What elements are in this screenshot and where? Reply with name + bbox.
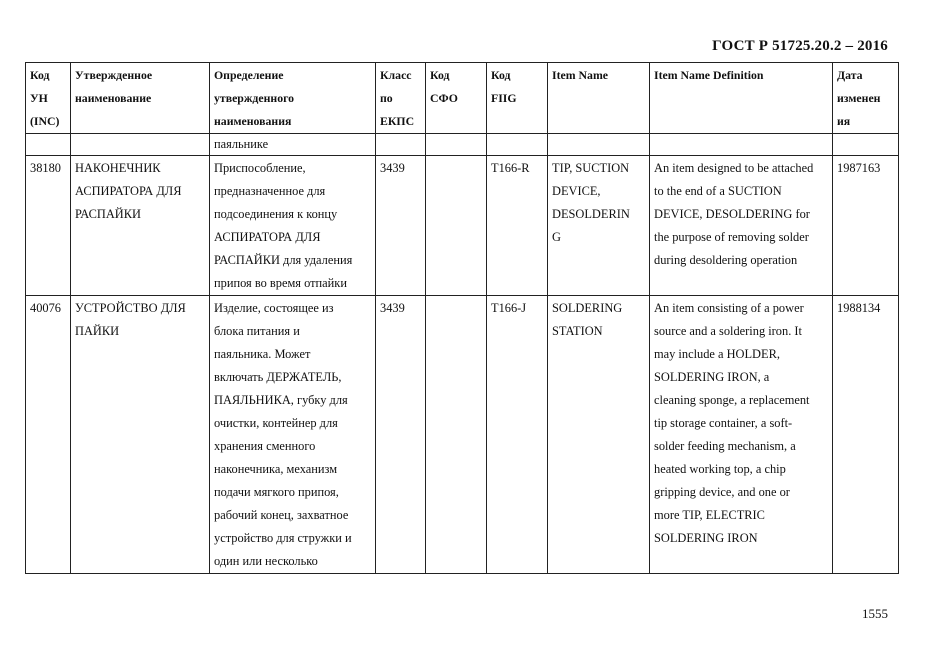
col-header-fiig: Код FIIG [487, 63, 548, 134]
table-cell [426, 134, 487, 156]
col-header-date: Дата изменен ия [833, 63, 899, 134]
change-date: 1988134 [833, 296, 899, 574]
catalog-table [25, 62, 899, 574]
class-code: 3439 [376, 156, 426, 296]
item-name: TIP, SUCTION DEVICE, DESOLDERIN G [548, 156, 650, 296]
approved-name: УСТРОЙСТВО ДЛЯ ПАЙКИ [71, 296, 210, 574]
sfo-code [426, 156, 487, 296]
definition: Изделие, состоящее из блока питания и паяльника. Может включать ДЕРЖАТЕЛЬ, ПАЯЛЬНИКА, губку для очистки, контейнер для хранения сменного наконечника, механизм подачи мягкого припоя, рабочий конец, захватное устройство для стружки и один или несколько [210, 296, 376, 574]
page-number: 1555 [862, 606, 888, 621]
item-definition: An item consisting of a power source and a soldering iron. It may include a HOLDER, SOLDERING IRON, a cleaning sponge, a replacement tip storage container, a soft- solder feeding mechanism, a heated working top, a chip gripping device, and one or more TIP, ELECTRIC SOLDERING IRON [650, 296, 833, 574]
item-definition: An item designed to be attached to the end of a SUCTION DEVICE, DESOLDERING for the purpose of removing solder during desoldering operation [650, 156, 833, 296]
approved-name: НАКОНЕЧНИК АСПИРАТОРА ДЛЯ РАСПАЙКИ [71, 156, 210, 296]
col-header-item-definition: Item Name Definition [650, 63, 833, 134]
header-row [26, 63, 899, 134]
sfo-code [426, 296, 487, 574]
class-code: 3439 [376, 296, 426, 574]
col-header-item-name: Item Name [548, 63, 650, 134]
table-row [26, 156, 899, 296]
inc-code: 38180 [26, 156, 71, 296]
change-date: 1987163 [833, 156, 899, 296]
fiig-code: T166-R [487, 156, 548, 296]
table-cell [26, 134, 71, 156]
continuation-row [26, 134, 899, 156]
col-header-sfo: Код СФО [426, 63, 487, 134]
table-cell [833, 134, 899, 156]
table-row [26, 296, 899, 574]
table-cell [487, 134, 548, 156]
table-cell [71, 134, 210, 156]
col-header-inc: Код УН (INC) [26, 63, 71, 134]
table-cell: паяльнике [210, 134, 376, 156]
fiig-code: T166-J [487, 296, 548, 574]
standard-header: ГОСТ Р 51725.20.2 – 2016 [712, 38, 888, 54]
definition: Приспособление, предназначенное для подсоединения к концу АСПИРАТОРА ДЛЯ РАСПАЙКИ для удаления припоя во время отпайки [210, 156, 376, 296]
item-name: SOLDERING STATION [548, 296, 650, 574]
col-header-class: Класс по ЕКПС [376, 63, 426, 134]
col-header-approved-name: Утвержденное наименование [71, 63, 210, 134]
table-cell [376, 134, 426, 156]
inc-code: 40076 [26, 296, 71, 574]
col-header-definition: Определение утвержденного наименования [210, 63, 376, 134]
table-cell [650, 134, 833, 156]
table-cell [548, 134, 650, 156]
